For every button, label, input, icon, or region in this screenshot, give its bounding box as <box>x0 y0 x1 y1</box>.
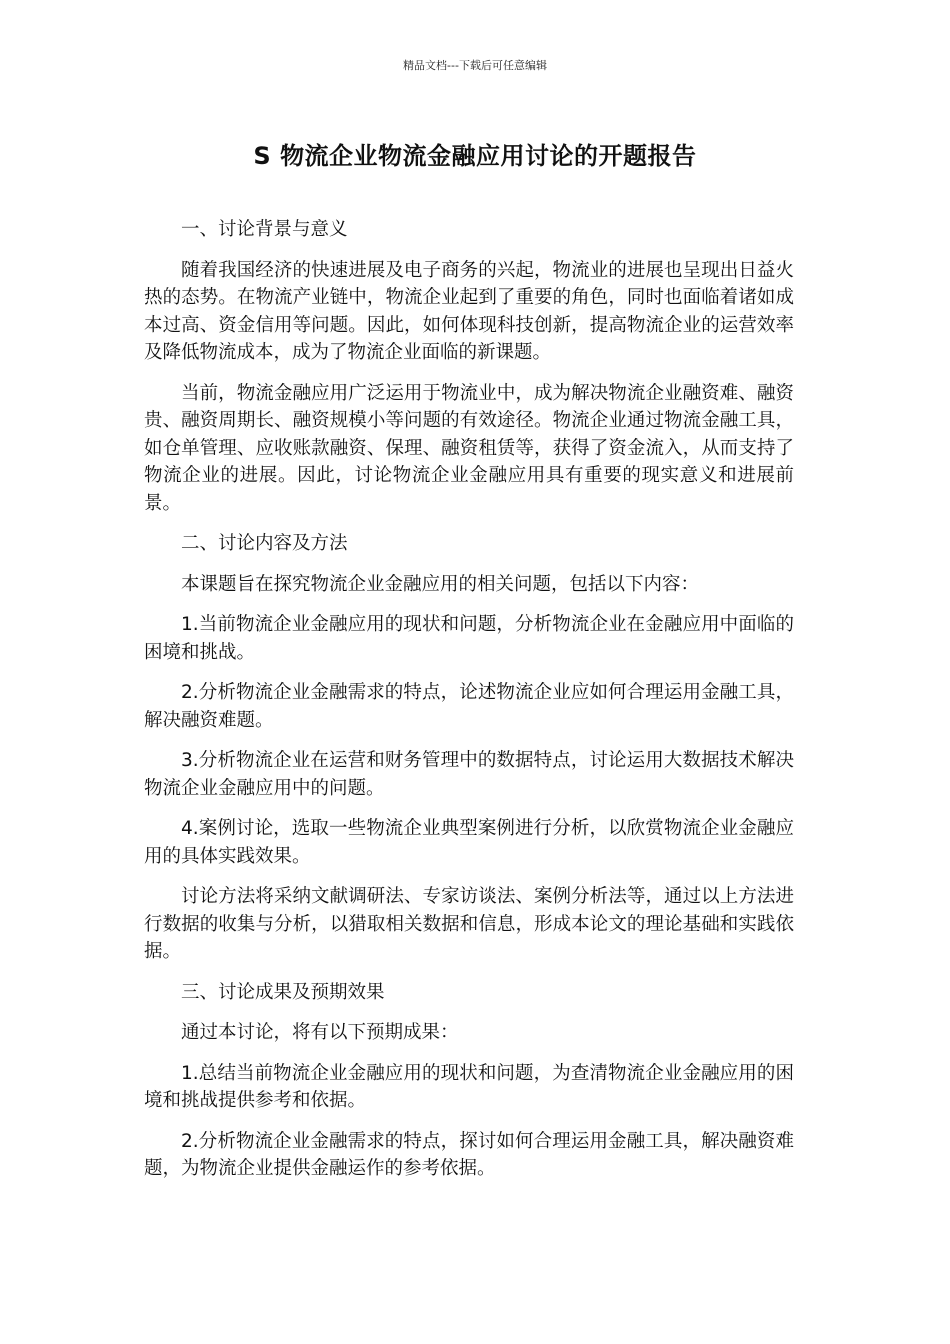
paragraph: 讨论方法将采纳文献调研法、专家访谈法、案例分析法等，通过以上方法进行数据的收集与分析，以猎取相关数据和信息，形成本论文的理论基础和实践依据。 <box>144 886 794 962</box>
section-heading-results: 三、讨论成果及预期效果 <box>181 981 385 1003</box>
document-body <box>144 216 794 1196</box>
list-item: 2.分析物流企业金融需求的特点，探讨如何合理运用金融工具，解决融资难题，为物流企业提供金融运作的参考依据。 <box>144 1130 794 1179</box>
list-item: 2.分析物流企业金融需求的特点，论述物流企业应如何合理运用金融工具，解决融资难题。 <box>144 682 794 731</box>
page-header: 精品文档---下载后可任意编辑 <box>403 59 547 72</box>
section-heading-background: 一、讨论背景与意义 <box>181 219 348 240</box>
paragraph: 本课题旨在探究物流企业金融应用的相关问题，包括以下内容： <box>181 573 700 595</box>
paragraph: 当前，物流金融应用广泛运用于物流业中，成为解决物流企业融资难、融资贵、融资周期长、融资规模小等问题的有效途径。物流企业通过物流金融工具，如仓单管理、应收账款融资、保理、融资租赁等，获得了资金流入，从而支持了物流企业的进展。因此，讨论物流企业金融应用具有重要的现实意义和进展前景。 <box>144 382 794 514</box>
document-title: S 物流企业物流金融应用讨论的开题报告 <box>253 142 697 170</box>
list-item: 1.总结当前物流企业金融应用的现状和问题，为查清物流企业金融应用的困境和挑战提供参考和依据。 <box>144 1062 794 1111</box>
list-item: 1.当前物流企业金融应用的现状和问题，分析物流企业在金融应用中面临的困境和挑战。 <box>144 614 794 663</box>
list-item: 3.分析物流企业在运营和财务管理中的数据特点，讨论运用大数据技术解决物流企业金融应用中的问题。 <box>144 750 794 799</box>
section-heading-content-methods: 二、讨论内容及方法 <box>181 533 348 554</box>
paragraph: 随着我国经济的快速进展及电子商务的兴起，物流业的进展也呈现出日益火热的态势。在物流产业链中，物流企业起到了重要的角色，同时也面临着诸如成本过高、资金信用等问题。因此，如何体现科技创新，提高物流企业的运营效率及降低物流成本，成为了物流企业面临的新课题。 <box>144 259 794 363</box>
paragraph: 通过本讨论，将有以下预期成果： <box>181 1022 459 1043</box>
list-item: 4.案例讨论，选取一些物流企业典型案例进行分析，以欣赏物流企业金融应用的具体实践效果。 <box>144 818 794 867</box>
